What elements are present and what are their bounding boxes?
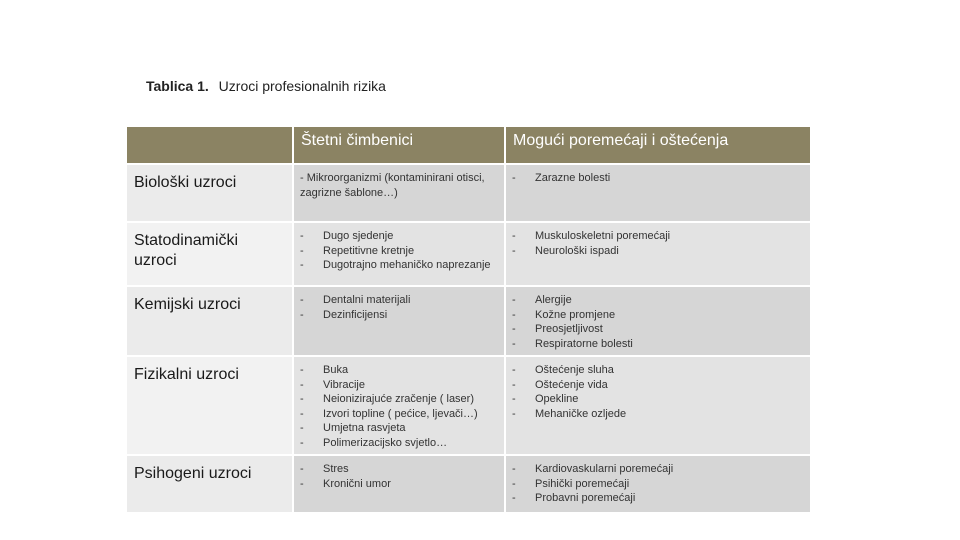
list-item: - Muskuloskeletni poremećaji <box>512 230 671 242</box>
table-row <box>126 455 811 513</box>
factors-cell <box>293 164 505 222</box>
list-item: - Mehaničke ozljede <box>512 407 627 420</box>
disorders-cell <box>505 164 811 222</box>
disorders-cell <box>505 286 811 356</box>
row-category: Kemijski uzroci <box>126 286 293 356</box>
header-blank-cell <box>126 126 293 164</box>
disorders-cell <box>505 222 811 286</box>
caption-number: Tablica 1. <box>146 78 209 94</box>
list-item: - Oštećenje sluha <box>512 364 614 376</box>
list-item: - Alergije <box>512 294 572 306</box>
table-caption <box>146 78 386 94</box>
list-item: - Dentalni materijali <box>300 294 411 306</box>
list-item: - Dugo sjedenje <box>300 230 394 242</box>
list-item: - Repetitivne kretnje <box>300 244 415 257</box>
list-item: - Izvori topline ( pećice, ljevači…) <box>300 407 478 420</box>
header-factors: Štetni čimbenici <box>293 126 505 164</box>
list-item: - Kronični umor <box>300 477 391 490</box>
table-row <box>126 222 811 286</box>
list-item: - Dezinficijensi <box>300 308 388 321</box>
list-item: - Opekline <box>512 393 579 405</box>
disorders-cell <box>505 455 811 513</box>
list-item: - Probavni poremećaji <box>512 492 636 504</box>
list-item: - Umjetna rasvjeta <box>300 422 406 434</box>
list-item: - Vibracije <box>300 378 365 391</box>
factors-cell <box>293 356 505 455</box>
row-category: Statodinamički uzroci <box>126 222 293 286</box>
table-row <box>126 356 811 455</box>
disorders-cell <box>505 356 811 455</box>
list-item: - Kardiovaskularni poremećaji <box>512 463 674 475</box>
list-item: - Respiratorne bolesti <box>512 337 633 350</box>
list-item: - Dugotrajno mehaničko naprezanje <box>300 259 491 271</box>
table-header-row <box>126 126 811 164</box>
row-category: Fizikalni uzroci <box>126 356 293 455</box>
caption-title: Uzroci profesionalnih rizika <box>218 78 386 94</box>
list-item: - Neurološki ispadi <box>512 244 619 257</box>
table-row <box>126 164 811 222</box>
row-category: Biološki uzroci <box>126 164 293 222</box>
factors-cell <box>293 222 505 286</box>
factors-cell <box>293 286 505 356</box>
list-item: - Zarazne bolesti <box>512 172 611 184</box>
list-item: - Oštećenje vida <box>512 378 608 391</box>
list-item: - Preosjetljivost <box>512 323 603 335</box>
list-item: - Kožne promjene <box>512 308 616 321</box>
row-category: Psihogeni uzroci <box>126 455 293 513</box>
factors-cell <box>293 455 505 513</box>
list-item: - Psihički poremećaji <box>512 477 630 490</box>
table-row <box>126 286 811 356</box>
factors-text: - Mikroorganizmi (kontaminirani otisci, zagrizne šablone…) <box>300 172 485 199</box>
list-item: - Buka <box>300 364 349 376</box>
header-disorders: Mogući poremećaji i oštećenja <box>505 126 811 164</box>
risk-causes-table <box>125 125 812 514</box>
list-item: - Polimerizacijsko svjetlo… <box>300 436 448 449</box>
list-item: - Stres <box>300 463 349 475</box>
list-item: - Neionizirajuće zračenje ( laser) <box>300 393 475 405</box>
